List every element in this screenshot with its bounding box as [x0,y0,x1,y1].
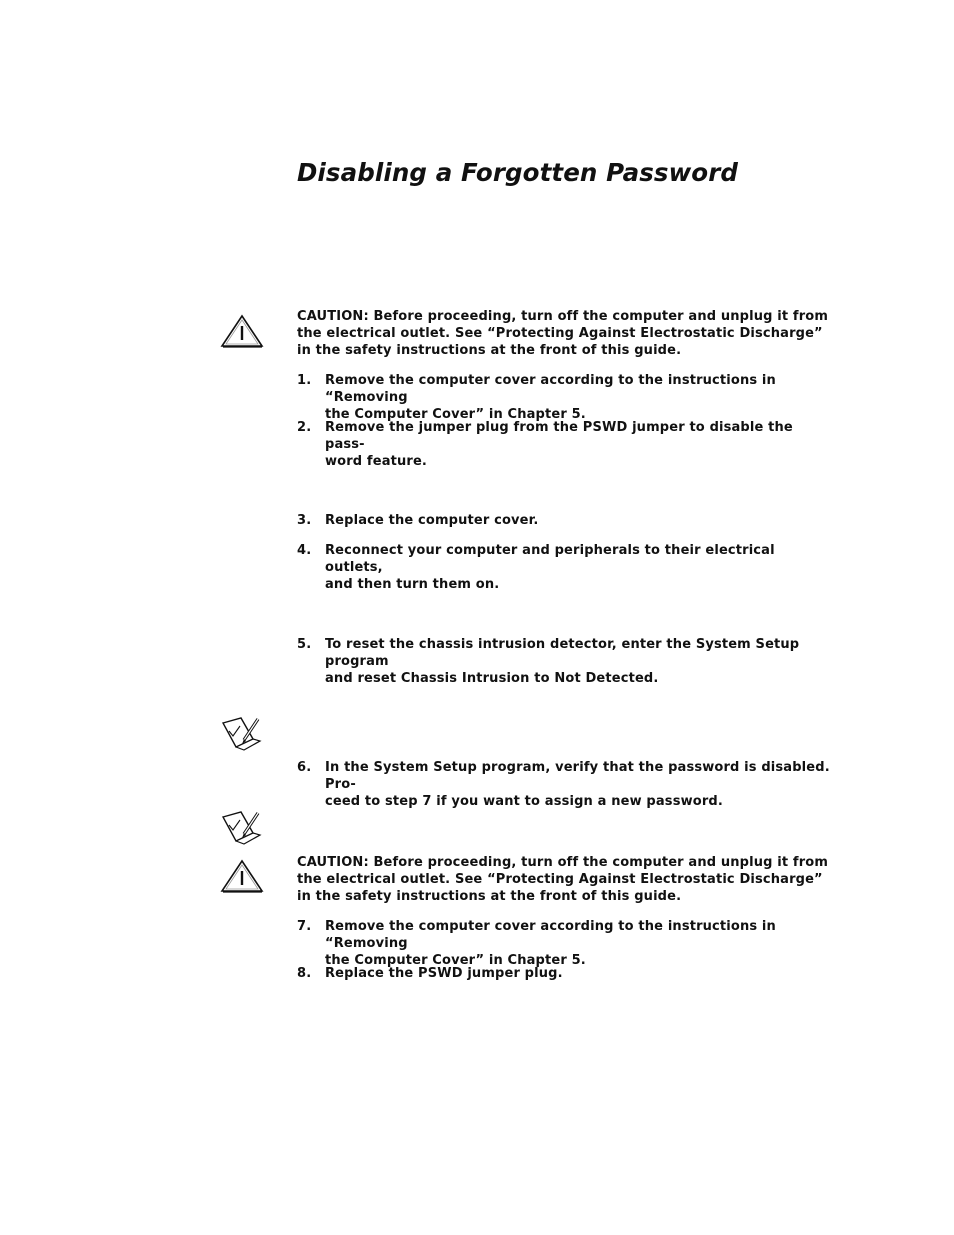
step-number: 3. [297,513,312,528]
step-text-line: word feature. [325,454,428,470]
caution-note: CAUTION: Before proceeding, turn off the computer and unplug it from the electrical outlet. See “Protecting Against Electrostatic Discharge” in the safety instructions at the front of this guide. [297,855,829,905]
step-text-line: the Computer Cover” in Chapter 5. [325,407,586,423]
step-item [297,759,837,811]
step-item [297,636,837,688]
step-text-line: and reset Chassis Intrusion to Not Detected. [325,671,659,687]
note-pencil-icon [220,714,264,752]
step-text-line: and then turn them on. [325,577,500,593]
caution-triangle-icon [220,858,264,894]
step-text-line: the Computer Cover” in Chapter 5. [325,953,586,969]
step-item [297,419,837,471]
step-text-line: Remove the computer cover according to the instructions in “Removing [325,919,776,952]
note-pencil-icon [220,808,264,846]
step-item [297,918,837,970]
step-text-line: In the System Setup program, verify that the password is disabled. Pro- [325,760,830,793]
step-number: 1. [297,373,312,388]
step-item [297,372,837,424]
step-text-line: Replace the computer cover. [325,513,539,528]
step-text-line: To reset the chassis intrusion detector, enter the System Setup program [325,637,800,670]
step-item [297,512,837,529]
step-item [297,965,837,982]
step-number: 6. [297,760,312,775]
step-text-line: Reconnect your computer and peripherals to their electrical outlets, [325,543,775,576]
step-number: 5. [297,637,312,652]
step-text-line: Remove the jumper plug from the PSWD jumper to disable the pass- [325,420,793,453]
step-number: 7. [297,919,312,934]
page-title: Disabling a Forgotten Password [297,158,739,187]
step-text-line: Replace the PSWD jumper plug. [325,966,563,981]
caution-triangle-icon [220,313,264,349]
step-number: 2. [297,420,312,435]
step-number: 8. [297,966,312,981]
step-item [297,542,837,594]
step-text-line: ceed to step 7 if you want to assign a new password. [325,794,723,810]
caution-note: CAUTION: Before proceeding, turn off the computer and unplug it from the electrical outlet. See “Protecting Against Electrostatic Discharge” in the safety instructions at the front of this guide. [297,309,829,359]
step-number: 4. [297,543,312,558]
step-text-line: Remove the computer cover according to the instructions in “Removing [325,373,776,406]
